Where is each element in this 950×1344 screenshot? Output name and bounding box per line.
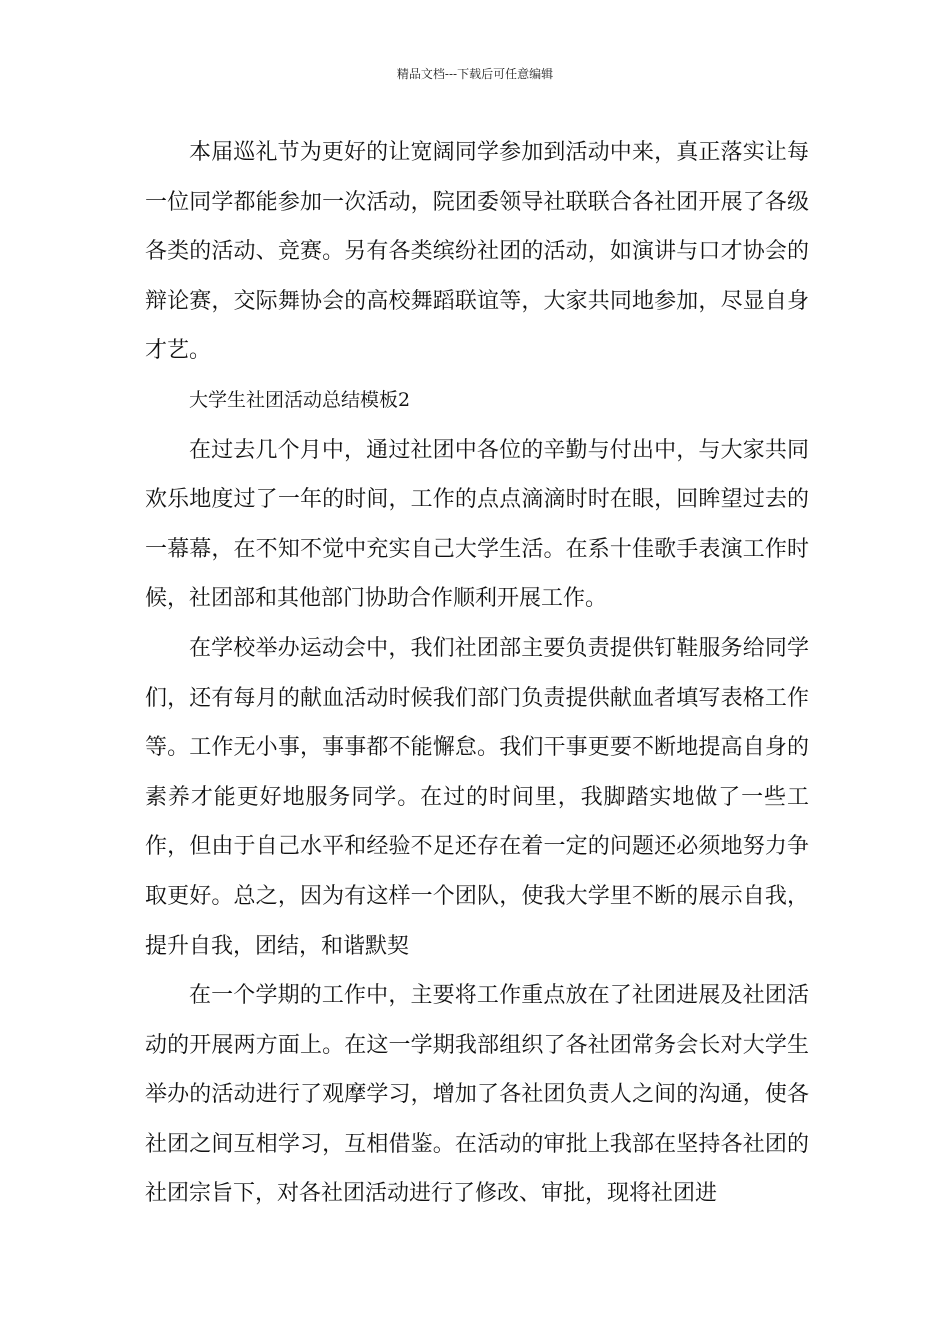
paragraph-1: 本届巡礼节为更好的让宽阔同学参加到活动中来，真正落实让每一位同学都能参加一次活动，院团委领导社联联合各社团开展了各级各类的活动、竞赛。另有各类缤纷社团的活动，如演讲与口才协会的辩论赛，交际舞协会的高校舞蹈联谊等，大家共同地参加，尽显自身才艺。 bbox=[145, 140, 809, 364]
document-body bbox=[145, 128, 809, 1219]
paragraph-3: 在学校举办运动会中，我们社团部主要负责提供钉鞋服务给同学们，还有每月的献血活动时候我们部门负责提供献血者填写表格工作等。工作无小事，事事都不能懈怠。我们干事更要不断地提高自身的素养才能更好地服务同学。在过的时间里，我脚踏实地做了一些工作，但由于自己水平和经验不足还存在着一定的问题还必须地努力争取更好。总之，因为有这样一个团队，使我大学里不断的展示自我，提升自我，团结，和谐默契 bbox=[145, 635, 809, 959]
paragraph-4: 在一个学期的工作中，主要将工作重点放在了社团进展及社团活动的开展两方面上。在这一学期我部组织了各社团常务会长对大学生举办的活动进行了观摩学习，增加了各社团负责人之间的沟通，使各社团之间互相学习，互相借鉴。在活动的审批上我部在坚持各社团的社团宗旨下，对各社团活动进行了修改、审批，现将社团进 bbox=[145, 983, 809, 1207]
section-title: 大学生社团活动总结模板2 bbox=[189, 388, 411, 411]
paragraph-2: 在过去几个月中，通过社团中各位的辛勤与付出中，与大家共同欢乐地度过了一年的时间，工作的点点滴滴时时在眼，回眸望过去的一幕幕，在不知不觉中充实自己大学生活。在系十佳歌手表演工作时候，社团部和其他部门协助合作顺利开展工作。 bbox=[145, 437, 809, 612]
page-header: 精品文档---下载后可任意编辑 bbox=[396, 67, 554, 81]
